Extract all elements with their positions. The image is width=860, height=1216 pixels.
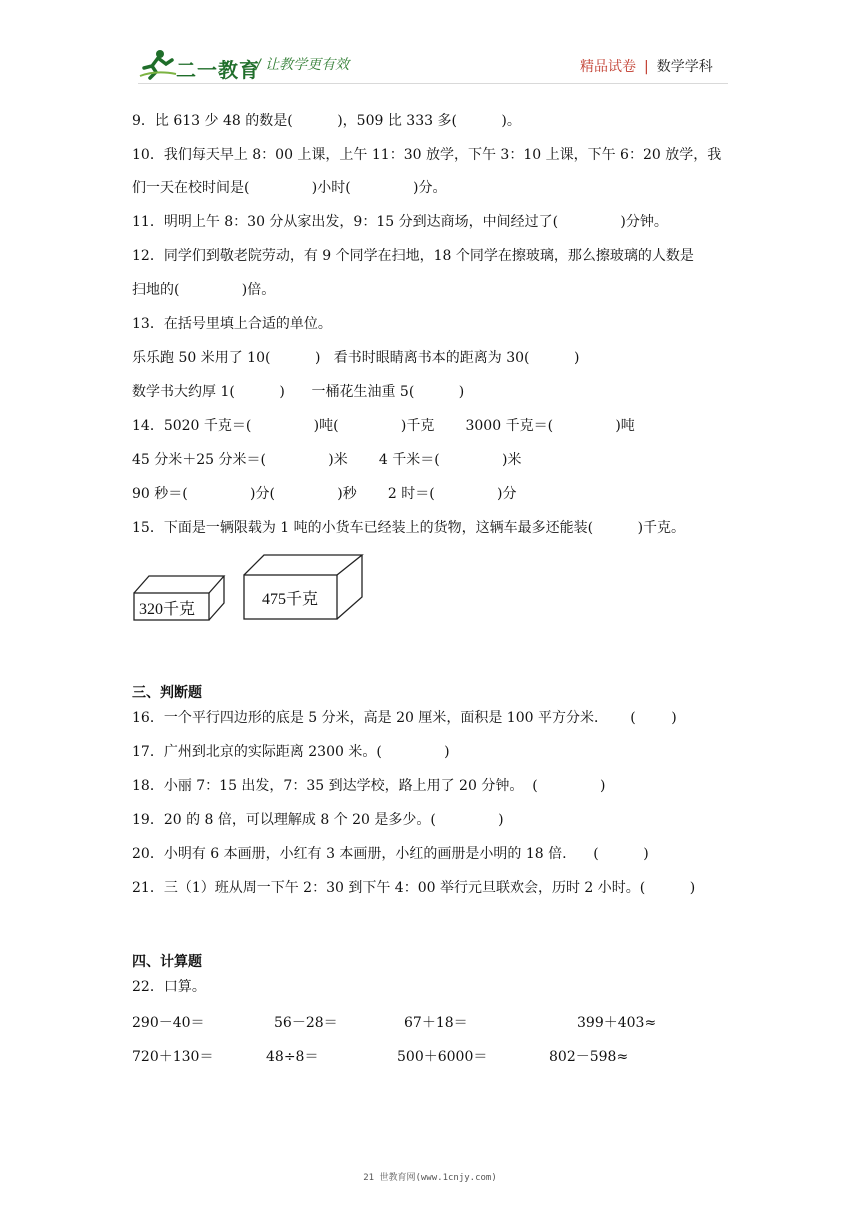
question-20: 20．小明有 6 本画册，小红有 3 本画册，小红的画册是小明的 18 倍. ( ) bbox=[132, 846, 649, 862]
question-9: 9．比 613 少 48 的数是( )，509 比 333 多( )。 bbox=[132, 113, 521, 129]
runner-logo-icon bbox=[138, 48, 178, 80]
question-10-line2: 们一天在校时间是( )小时( )分。 bbox=[132, 180, 447, 196]
question-14-row3: 90 秒＝( )分( )秒 2 时＝( )分 bbox=[132, 486, 517, 502]
calc-item: 56－28＝ bbox=[274, 1015, 338, 1031]
box-320kg-label: 320千克 bbox=[139, 601, 196, 618]
question-22: 22．口算。 bbox=[132, 979, 206, 995]
header-slogan: / 让教学更有效 bbox=[256, 57, 350, 73]
question-17: 17．广州到北京的实际距离 2300 米。( ) bbox=[132, 744, 450, 760]
calc-item: 48÷8＝ bbox=[266, 1049, 319, 1065]
calc-item: 802－598≈ bbox=[549, 1049, 629, 1065]
question-12-line2: 扫地的( )倍。 bbox=[132, 282, 276, 298]
question-19: 19．20 的 8 倍，可以理解成 8 个 20 是多少。( ) bbox=[132, 812, 504, 828]
header-separator: | bbox=[644, 59, 649, 75]
calc-item: 500＋6000＝ bbox=[397, 1049, 488, 1065]
question-11: 11．明明上午 8：30 分从家出发，9：15 分到达商场，中间经过了( )分钟。 bbox=[132, 214, 668, 230]
question-12-line1: 12．同学们到敬老院劳动，有 9 个同学在扫地，18 个同学在擦玻璃，那么擦玻璃的人数是 bbox=[132, 248, 694, 264]
subject-label: 数学学科 bbox=[656, 59, 713, 75]
calc-item: 399＋403≈ bbox=[577, 1015, 657, 1031]
header-divider bbox=[138, 83, 728, 84]
premium-tag: 精品试卷 bbox=[580, 59, 636, 75]
calc-item: 290－40＝ bbox=[132, 1015, 205, 1031]
calc-item: 720＋130＝ bbox=[132, 1049, 214, 1065]
section-3-title: 三、判断题 bbox=[132, 685, 202, 701]
box-475kg bbox=[244, 555, 362, 619]
section-4-title: 四、计算题 bbox=[132, 954, 202, 970]
header-right bbox=[580, 56, 713, 76]
question-13: 13．在括号里填上合适的单位。 bbox=[132, 316, 332, 332]
question-10-line1: 10．我们每天早上 8：00 上课，上午 11：30 放学，下午 3：10 上课，下午 6：20 放学，我 bbox=[132, 147, 722, 163]
cargo-boxes-figure bbox=[130, 552, 370, 624]
calc-item: 67＋18＝ bbox=[404, 1015, 468, 1031]
question-16: 16．一个平行四边形的底是 5 分米，高是 20 厘米，面积是 100 平方分米． ( ) bbox=[132, 710, 677, 726]
question-13-row2: 数学书大约厚 1( ) 一桶花生油重 5( ) bbox=[132, 384, 465, 400]
question-21: 21．三（1）班从周一下午 2：30 到下午 4：00 举行元旦联欢会，历时 2 小时。( ) bbox=[132, 880, 696, 896]
box-475kg-label: 475千克 bbox=[262, 591, 319, 608]
question-15: 15．下面是一辆限载为 1 吨的小货车已经装上的货物，这辆车最多还能装( )千克。 bbox=[132, 520, 686, 536]
question-14-row1: 14．5020 千克＝( )吨( )千克 3000 千克＝( )吨 bbox=[132, 418, 635, 434]
logo-text: 二一教育 bbox=[176, 58, 260, 82]
page-footer: 21 世教育网(www.1cnjy.com) bbox=[363, 1173, 497, 1183]
page-header bbox=[0, 0, 860, 100]
question-14-row2: 45 分米＋25 分米＝( )米 4 千米＝( )米 bbox=[132, 452, 522, 468]
question-13-row1: 乐乐跑 50 米用了 10( ) 看书时眼睛离书本的距离为 30( ) bbox=[132, 350, 580, 366]
question-18: 18．小丽 7：15 出发，7：35 到达学校，路上用了 20 分钟。 ( ) bbox=[132, 778, 606, 794]
